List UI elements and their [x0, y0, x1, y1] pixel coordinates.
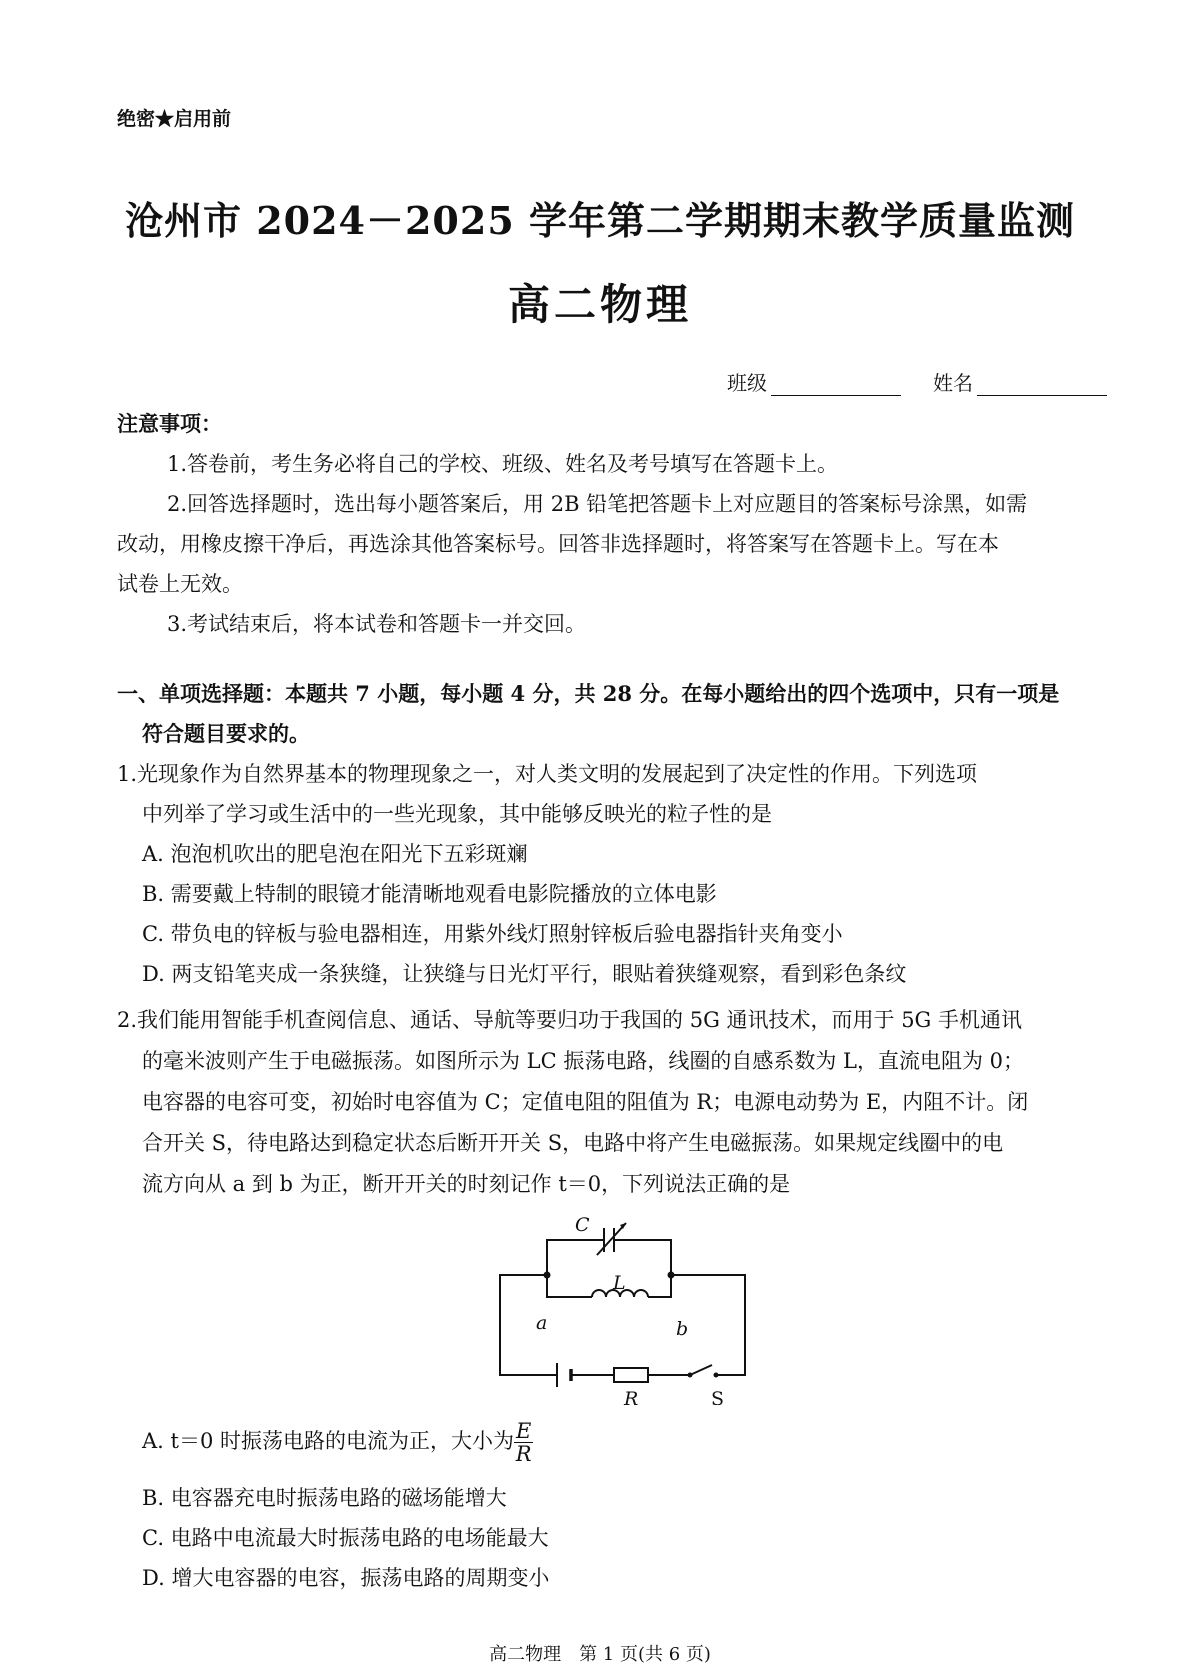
q2-stem-3: 电容器的电容可变，初始时电容值为 C；定值电阻的阻值为 R；电源电动势为 E，内阻不计。闭	[142, 1090, 1029, 1114]
name-blank	[977, 373, 1107, 396]
ind-wire-left	[547, 1275, 592, 1297]
q1-stem-1: 1.光现象作为自然界基本的物理现象之一，对人类文明的发展起到了决定性的作用。下列选项	[117, 762, 978, 786]
q1-option-a: A. 泡泡机吹出的肥皂泡在阳光下五彩斑斓	[142, 842, 528, 866]
class-label: 班级	[727, 371, 767, 395]
q2-option-b: B. 电容器充电时振荡电路的磁场能增大	[142, 1486, 507, 1510]
q2-option-a-text: A. t＝0 时振荡电路的电流为正，大小为	[142, 1429, 514, 1453]
label-l: L	[613, 1272, 626, 1294]
notes-heading: 注意事项：	[117, 411, 222, 436]
name-label: 姓名	[933, 371, 973, 395]
label-s: S	[711, 1388, 725, 1405]
cap-wire-left	[547, 1240, 604, 1275]
q1-option-d: D. 两支铅笔夹成一条狭缝，让狭缝与日光灯平行，眼贴着狭缝观察，看到彩色条纹	[142, 962, 907, 986]
label-c: C	[575, 1215, 590, 1236]
note-1: 1.答卷前，考生务必将自己的学校、班级、姓名及考号填写在答题卡上。	[167, 452, 839, 476]
q2-option-a	[142, 1420, 533, 1465]
page-footer: 高二物理 第 1 页(共 6 页)	[489, 1644, 711, 1665]
label-a: a	[536, 1312, 548, 1334]
q2-option-c: C. 电路中电流最大时振荡电路的电场能最大	[142, 1526, 549, 1550]
subject-title: 高二物理	[507, 280, 692, 329]
fraction-denominator: R	[515, 1442, 532, 1466]
q2-option-d: D. 增大电容器的电容，振荡电路的周期变小	[142, 1566, 550, 1590]
q1-stem-2: 中列举了学习或生活中的一些光现象，其中能够反映光的粒子性的是	[142, 802, 772, 826]
ind-wire-right	[648, 1275, 671, 1297]
switch-contact-left	[688, 1373, 693, 1378]
junction-left	[544, 1272, 551, 1279]
cap-wire-right	[614, 1240, 671, 1275]
junction-right	[668, 1272, 675, 1279]
q1-option-c: C. 带负电的锌板与验电器相连，用紫外线灯照射锌板后验电器指针夹角变小	[142, 922, 843, 946]
q1-option-b: B. 需要戴上特制的眼镜才能清晰地观看电影院播放的立体电影	[142, 882, 717, 906]
note-3: 3.考试结束后，将本试卷和答题卡一并交回。	[167, 612, 587, 636]
label-r: R	[624, 1388, 639, 1405]
note-2a: 2.回答选择题时，选出每小题答案后，用 2B 铅笔把答题卡上对应题目的答案标号涂黑，如需	[167, 492, 1028, 516]
note-2c: 试卷上无效。	[117, 572, 243, 596]
q2-stem-5: 流方向从 a 到 b 为正，断开开关的时刻记作 t＝0，下列说法正确的是	[142, 1172, 791, 1196]
fraction-e-over-r	[514, 1420, 533, 1465]
exam-title: 沧州市 2024－2025 学年第二学期期末教学质量监测	[125, 198, 1075, 243]
class-blank	[771, 373, 901, 396]
q2-stem-2: 的毫米波则产生于电磁振荡。如图所示为 LC 振荡电路，线圈的自感系数为 L，直流电阻为 0；	[142, 1049, 1025, 1073]
student-info-fields	[727, 367, 1139, 396]
confidential-mark: 绝密★启用前	[117, 108, 232, 130]
note-2b: 改动，用橡皮擦干净后，再选涂其他答案标号。回答非选择题时，将答案写在答题卡上。写在本	[117, 532, 999, 556]
switch-blade	[690, 1365, 712, 1375]
fraction-numerator: E	[516, 1419, 532, 1443]
q2-stem-4: 合开关 S，待电路达到稳定状态后断开开关 S，电路中将产生电磁振荡。如果规定线圈中的电	[142, 1131, 1004, 1155]
q2-stem-1: 2.我们能用智能手机查阅信息、通话、导航等要归功于我国的 5G 通讯技术，而用于 5G 手机通讯	[117, 1008, 1023, 1032]
label-b: b	[676, 1318, 689, 1340]
lc-circuit-diagram	[480, 1215, 770, 1405]
section-1-heading: 一、单项选择题：本题共 7 小题，每小题 4 分，共 28 分。在每小题给出的四个选项中，只有一项是	[117, 681, 1060, 706]
resistor	[614, 1368, 648, 1382]
section-1-heading-cont: 符合题目要求的。	[142, 721, 310, 746]
switch-contact-right	[714, 1373, 719, 1378]
outer-wire-left	[500, 1275, 557, 1375]
